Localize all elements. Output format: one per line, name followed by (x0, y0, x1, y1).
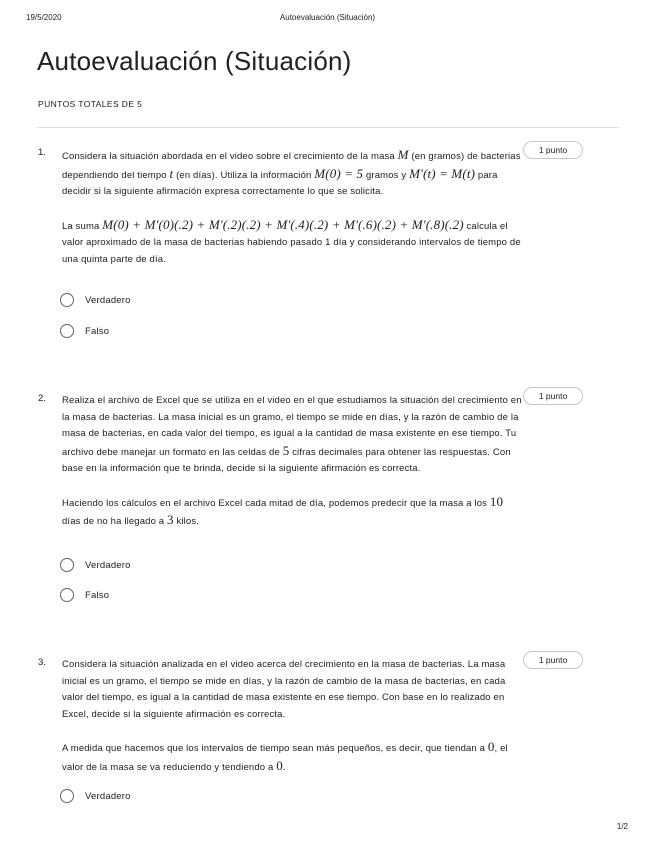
text-segment: Considera la situación abordada en el video sobre el crecimiento de la masa (62, 151, 398, 162)
option-verdadero[interactable] (60, 291, 131, 309)
text-segment: (en días). Utiliza la información (173, 169, 315, 181)
radio-button[interactable] (60, 324, 74, 338)
text-segment: calcula el valor aproximado de la masa de bacterias habiendo pasado 1 día y considerando intervalos de tiempo de una quinta parte de día. (62, 220, 521, 265)
option-verdadero[interactable] (60, 556, 131, 574)
print-page-title: Autoevaluación (Situación) (279, 13, 376, 22)
page-number: 1/2 (616, 822, 628, 831)
text-segment: . (282, 761, 286, 773)
text-segment: , el valor de la masa se va reduciendo y tendiendo a (62, 743, 508, 773)
question-number: 1. (38, 147, 46, 158)
math-expression: t (169, 165, 174, 181)
question-text (62, 393, 522, 531)
math-expression: M(0) + M'(0)(.2) + M'(.2)(.2) + M'(.4)(.2) + M'(.6)(.2) + M'(.8)(.2) (102, 216, 464, 232)
points-badge: 1 punto (523, 387, 583, 405)
radio-button[interactable] (60, 558, 74, 572)
question-claim (62, 494, 522, 531)
question-claim (62, 217, 522, 269)
option-verdadero[interactable] (60, 787, 131, 805)
option-label: Falso (85, 589, 110, 601)
text-segment: A medida que hacemos que los intervalos de tiempo sean más pequeños, es decir, que tiendan a (62, 743, 488, 754)
text-segment: kilos. (173, 516, 200, 527)
print-date: 19/5/2020 (26, 13, 62, 22)
question-statement (62, 393, 522, 478)
math-expression: M'(t) = M(t) (409, 165, 476, 181)
option-label: Verdadero (85, 294, 131, 306)
question-number: 3. (38, 657, 46, 668)
text-segment: La suma (62, 220, 103, 232)
option-falso[interactable] (60, 586, 109, 604)
math-expression: M(0) = 5 (314, 165, 364, 181)
option-label: Verdadero (85, 559, 131, 571)
option-label: Falso (85, 325, 110, 337)
option-falso[interactable] (60, 322, 109, 340)
math-expression: 0 (487, 739, 495, 754)
math-expression: 10 (489, 493, 504, 509)
question-statement (62, 147, 522, 201)
option-label: Verdadero (85, 790, 131, 802)
points-badge: 1 punto (523, 141, 583, 159)
question-text (62, 147, 522, 268)
math-expression: 3 (167, 512, 174, 527)
radio-button[interactable] (60, 789, 74, 803)
form-title: Autoevaluación (Situación) (37, 46, 352, 76)
math-expression: M (397, 147, 409, 162)
text-segment: gramos y (363, 169, 410, 181)
math-expression: 5 (282, 442, 290, 458)
question-number: 2. (38, 393, 46, 404)
question-statement (62, 657, 522, 723)
text-segment: Haciendo los cálculos en el archivo Excel cada mitad de día, podemos predecir que la masa a los (62, 497, 490, 509)
radio-button[interactable] (60, 588, 74, 602)
radio-button[interactable] (60, 293, 74, 307)
text-segment: para decidir si la siguiente afirmación expresa correctamente lo que se solicita. (62, 169, 498, 197)
text-segment: días de no ha llegado a (62, 516, 168, 527)
text-segment: Realiza el archivo de Excel que se utiliza en el video en el que estudiamos la situación del crecimiento en la masa de bacterias. La masa inicial es un gramo, el tiempo se mide en días, y la razón de cambio de la masa de bacterias, en cada valor del tiempo, es igual a la cantidad de masa existente en ese tiempo. Tu archivo debe manejar un formato en las celdas de (62, 395, 522, 458)
text-segment: (en gramos) de bacterias dependiendo del tiempo (62, 151, 521, 181)
divider (37, 127, 619, 128)
math-expression: 0 (276, 757, 283, 773)
total-points: PUNTOS TOTALES DE 5 (38, 99, 143, 109)
question-claim (62, 739, 522, 776)
text-segment: cifras decimales para obtener las respuestas. Con base en la información que te brinda, decide si la siguiente afirmación es correcta. (62, 446, 511, 474)
question-text (62, 657, 522, 776)
text-segment: Considera la situación analizada en el video acerca del crecimiento en la masa de bacterias. La masa inicial es un gramo, el tiempo se mide en días, y la razón de cambio de la masa de bacterias, en cada valor del tiempo, es igual a la cantidad de masa existente en ese tiempo. Con base en lo realizado en Excel, decide si la siguiente afirmación es correcta. (62, 659, 506, 720)
points-badge: 1 punto (523, 651, 583, 669)
